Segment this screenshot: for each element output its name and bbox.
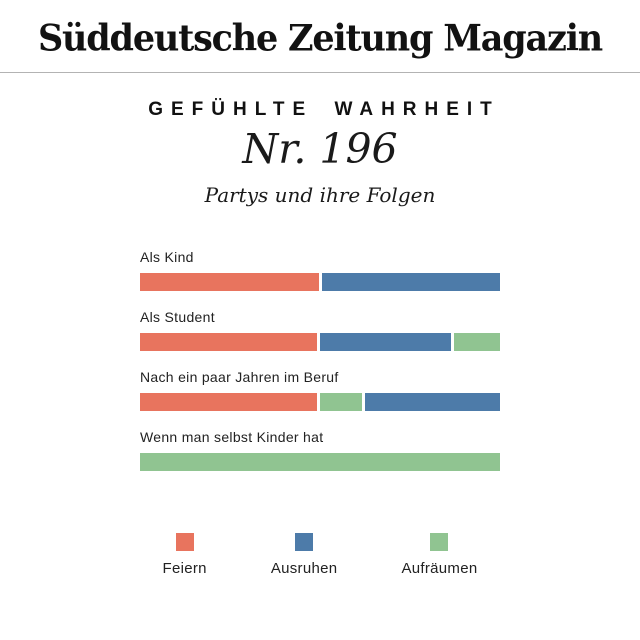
bar-segment-aufraeumen: [454, 333, 500, 351]
bar-segment-ausruhen: [322, 273, 501, 291]
chart-row: [140, 429, 500, 471]
issue-number: Nr. 196: [242, 125, 398, 173]
chart-row: [140, 249, 500, 291]
chart-subtitle: Partys und ihre Folgen: [204, 183, 436, 208]
category-label: Nach ein paar Jahren im Beruf: [140, 369, 339, 386]
category-label: Als Kind: [140, 249, 194, 266]
bar-segment-ausruhen: [365, 393, 500, 411]
chart-row: [140, 369, 500, 411]
chart-row: [140, 309, 500, 351]
legend-label: Aufräumen: [401, 560, 478, 578]
bar-segment-ausruhen: [320, 333, 451, 351]
category-label: Als Student: [140, 309, 215, 326]
series-title: GEFÜHLTE WAHRHEIT: [148, 99, 500, 120]
bar-segment-aufraeumen: [320, 393, 362, 411]
magazine-logo: Süddeutsche Zeitung Magazin: [37, 16, 603, 60]
stacked-bar: [140, 333, 500, 351]
category-label: Wenn man selbst Kinder hat: [140, 429, 324, 446]
bar-segment-feiern: [140, 393, 317, 411]
legend-swatch-feiern: [176, 533, 194, 551]
stacked-bar: [140, 393, 500, 411]
legend-item-feiern: [162, 533, 206, 577]
bar-segment-feiern: [140, 333, 317, 351]
bar-segment-feiern: [140, 273, 319, 291]
chart-legend: [0, 533, 640, 577]
stacked-bar: [140, 453, 500, 471]
legend-swatch-ausruhen: [295, 533, 313, 551]
stacked-bar-chart: [140, 249, 500, 471]
legend-label: Ausruhen: [270, 560, 338, 578]
legend-swatch-aufraeumen: [430, 533, 448, 551]
legend-item-ausruhen: [271, 533, 338, 577]
stacked-bar: [140, 273, 500, 291]
legend-label: Feiern: [162, 560, 207, 578]
legend-item-aufraeumen: [401, 533, 477, 577]
bar-segment-aufraeumen: [140, 453, 500, 471]
masthead: [0, 0, 640, 73]
